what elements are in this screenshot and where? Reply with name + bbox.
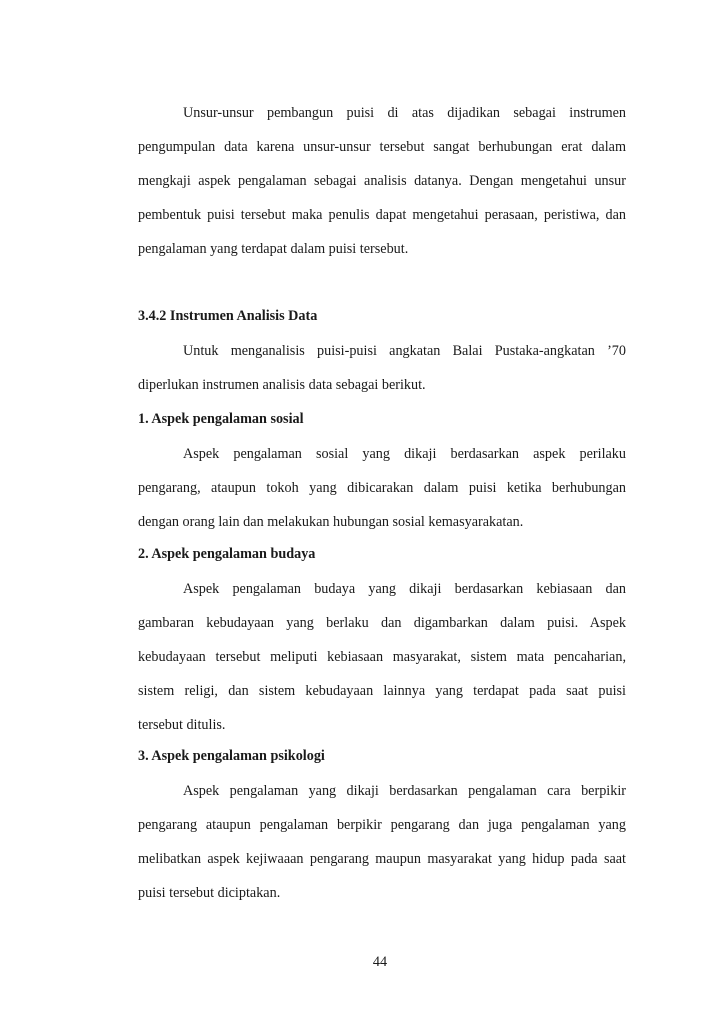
subheading-psikologi: 3. Aspek pengalaman psikologi — [138, 748, 325, 764]
paragraph-psikologi — [138, 774, 626, 910]
text-line: Aspek pengalaman yang dikaji berdasarkan pengalaman cara berpikir — [183, 783, 626, 799]
paragraph-sosial — [138, 437, 626, 539]
text-line: pembentuk puisi tersebut maka penulis dapat mengetahui perasaan, peristiwa, dan — [138, 207, 626, 223]
text-line: Aspek pengalaman budaya yang dikaji berdasarkan kebiasaan dan — [183, 581, 626, 597]
text-line: mengkaji aspek pengalaman sebagai analisis datanya. Dengan mengetahui unsur — [138, 173, 626, 189]
text-line: Aspek pengalaman sosial yang dikaji berdasarkan aspek perilaku — [183, 446, 626, 462]
subheading-sosial: 1. Aspek pengalaman sosial — [138, 411, 304, 427]
text-line: pengalaman yang terdapat dalam puisi tersebut. — [138, 241, 409, 257]
paragraph-budaya — [138, 572, 626, 742]
section-heading: 3.4.2 Instrumen Analisis Data — [138, 308, 318, 324]
text-line: pengarang, ataupun tokoh yang dibicarakan dalam puisi ketika berhubungan — [138, 480, 626, 496]
text-line: kebudayaan tersebut meliputi kebiasaan masyarakat, sistem mata pencaharian, — [138, 649, 626, 665]
text-line: Unsur-unsur pembangun puisi di atas dijadikan sebagai instrumen — [183, 105, 626, 121]
text-line: dengan orang lain dan melakukan hubungan sosial kemasyarakatan. — [138, 514, 524, 530]
subheading-budaya: 2. Aspek pengalaman budaya — [138, 546, 316, 562]
text-line: melibatkan aspek kejiwaaan pengarang maupun masyarakat yang hidup pada saat — [138, 851, 626, 867]
text-line: sistem religi, dan sistem kebudayaan lainnya yang terdapat pada saat puisi — [138, 683, 626, 699]
text-line: Untuk menganalisis puisi-puisi angkatan Balai Pustaka-angkatan ’70 — [183, 343, 626, 359]
text-line: puisi tersebut diciptakan. — [138, 885, 281, 901]
text-line: pengumpulan data karena unsur-unsur tersebut sangat berhubungan erat dalam — [138, 139, 626, 155]
paragraph-unsur-pembangun — [138, 96, 626, 266]
paragraph-intro-instrumen — [138, 334, 626, 402]
text-line: gambaran kebudayaan yang berlaku dan digambarkan dalam puisi. Aspek — [138, 615, 626, 631]
text-line: diperlukan instrumen analisis data sebagai berikut. — [138, 377, 426, 393]
text-line: tersebut ditulis. — [138, 717, 226, 733]
text-line: pengarang ataupun pengalaman berpikir pengarang dan juga pengalaman yang — [138, 817, 626, 833]
page-number: 44 — [372, 954, 388, 970]
